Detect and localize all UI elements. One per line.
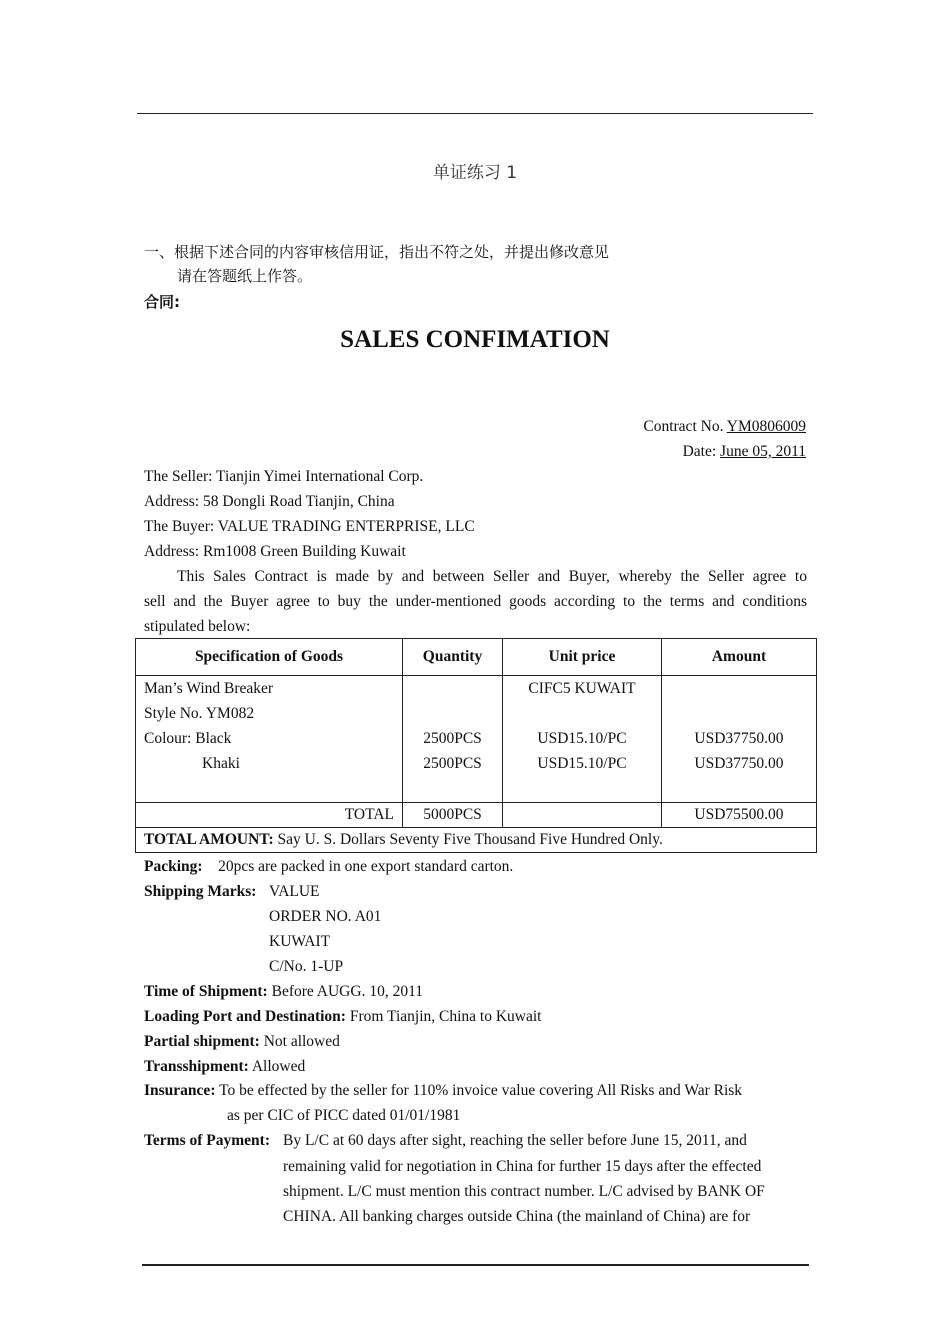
instruction-line-1: 一、根据下述合同的内容审核信用证，指出不符之处，并提出修改意见: [144, 243, 610, 261]
shipping-mark-1: VALUE: [269, 883, 320, 900]
payment-label: Terms of Payment:: [144, 1132, 270, 1149]
quantity-khaki: 2500PCS: [423, 755, 482, 772]
port-label: Loading Port and Destination:: [144, 1008, 346, 1025]
insurance-value-1: To be effected by the seller for 110% invoice value covering All Risks and War Risk: [219, 1082, 743, 1099]
packing-value: 20pcs are packed in one export standard carton.: [218, 858, 514, 875]
quantity-black: 2500PCS: [423, 730, 482, 747]
spec-cell: [136, 676, 403, 803]
contract-date-value: June 05, 2011: [720, 443, 806, 460]
intro-line-1: This Sales Contract is made by and between Seller and Buyer, whereby the Seller agree to: [177, 568, 807, 585]
goods-table: [135, 638, 817, 853]
port-line: [144, 1004, 541, 1029]
goods-table-header-row: [136, 639, 817, 676]
spec-line-product: Man’s Wind Breaker: [144, 680, 274, 697]
amount-khaki: USD37750.00: [694, 755, 784, 772]
quantity-cell: [403, 676, 503, 803]
shipment-time-label: Time of Shipment:: [144, 983, 268, 1000]
header-specification: Specification of Goods: [136, 639, 403, 676]
header-quantity: Quantity: [403, 639, 503, 676]
transshipment-line: [144, 1054, 305, 1079]
total-label: TOTAL: [136, 803, 403, 828]
header-unit-price: Unit price: [503, 639, 662, 676]
contract-date-label: Date:: [682, 443, 717, 460]
exercise-title: 单证练习 1: [432, 163, 518, 183]
shipment-time-line: [144, 979, 423, 1004]
spec-line-style: Style No. YM082: [144, 705, 255, 722]
goods-table-total-row: [136, 803, 817, 828]
contract-label: 合同:: [144, 293, 180, 311]
intro-line-3: stipulated below:: [144, 618, 251, 635]
contract-date: [683, 439, 806, 464]
unit-price-cell: [503, 676, 662, 803]
seller-address: Address: 58 Dongli Road Tianjin, China: [144, 493, 395, 510]
header-amount: Amount: [662, 639, 817, 676]
spec-line-colour-black: Colour: Black: [144, 730, 232, 747]
transshipment-label: Transshipment:: [144, 1058, 249, 1075]
amount-cell: [662, 676, 817, 803]
instruction-line-2: 请在答题纸上作答。: [177, 267, 313, 285]
partial-shipment-line: [144, 1029, 340, 1054]
amount-in-words: [136, 828, 817, 853]
footer-rule: [142, 1264, 809, 1266]
payment-line-4: CHINA. All banking charges outside China (the mainland of China) are for: [283, 1208, 751, 1225]
payment-line-3: shipment. L/C must mention this contract number. L/C advised by BANK OF: [283, 1183, 765, 1200]
amount-words-label: TOTAL AMOUNT:: [144, 831, 274, 848]
partial-shipment-value: Not allowed: [263, 1033, 340, 1050]
price-term: CIFC5 KUWAIT: [528, 680, 636, 697]
shipping-marks-label: Shipping Marks:: [144, 883, 257, 900]
unit-price-khaki: USD15.10/PC: [537, 755, 627, 772]
total-quantity: 5000PCS: [403, 803, 503, 828]
shipping-mark-2: ORDER NO. A01: [269, 908, 382, 925]
goods-table-words-row: [136, 828, 817, 853]
seller-line: The Seller: Tianjin Yimei International Corp.: [144, 468, 424, 485]
contract-number-value: YM0806009: [726, 418, 806, 435]
port-value: From Tianjin, China to Kuwait: [349, 1008, 542, 1025]
intro-line-2: sell and the Buyer agree to buy the under-mentioned goods according to the terms and conditions: [144, 593, 807, 610]
contract-number: [643, 414, 806, 439]
transshipment-value: Allowed: [251, 1058, 306, 1075]
payment-line-1: By L/C at 60 days after sight, reaching the seller before June 15, 2011, and: [283, 1132, 747, 1149]
packing-line: [144, 854, 513, 879]
shipping-mark-4: C/No. 1-UP: [269, 958, 344, 975]
unit-price-black: USD15.10/PC: [537, 730, 627, 747]
total-amount: USD75500.00: [662, 803, 817, 828]
amount-words-value: Say U. S. Dollars Seventy Five Thousand Five Hundred Only.: [277, 831, 663, 848]
goods-table-body-row: [136, 676, 817, 803]
packing-label: Packing:: [144, 858, 203, 875]
insurance-label: Insurance:: [144, 1082, 216, 1099]
shipment-time-value: Before AUGG. 10, 2011: [271, 983, 423, 1000]
insurance-line: [144, 1078, 742, 1103]
spec-line-colour-khaki: Khaki: [202, 755, 240, 772]
buyer-address: Address: Rm1008 Green Building Kuwait: [144, 543, 406, 560]
partial-shipment-label: Partial shipment:: [144, 1033, 260, 1050]
buyer-line: The Buyer: VALUE TRADING ENTERPRISE, LLC: [144, 518, 475, 535]
insurance-value-2: as per CIC of PICC dated 01/01/1981: [227, 1107, 461, 1124]
amount-black: USD37750.00: [694, 730, 784, 747]
payment-line-2: remaining valid for negotiation in China for further 15 days after the effected: [283, 1158, 762, 1175]
shipping-mark-3: KUWAIT: [269, 933, 331, 950]
document-title: SALES CONFIMATION: [340, 326, 610, 353]
total-unit-price-empty: [503, 803, 662, 828]
contract-number-label: Contract No.: [643, 418, 724, 435]
header-rule: [137, 113, 813, 114]
